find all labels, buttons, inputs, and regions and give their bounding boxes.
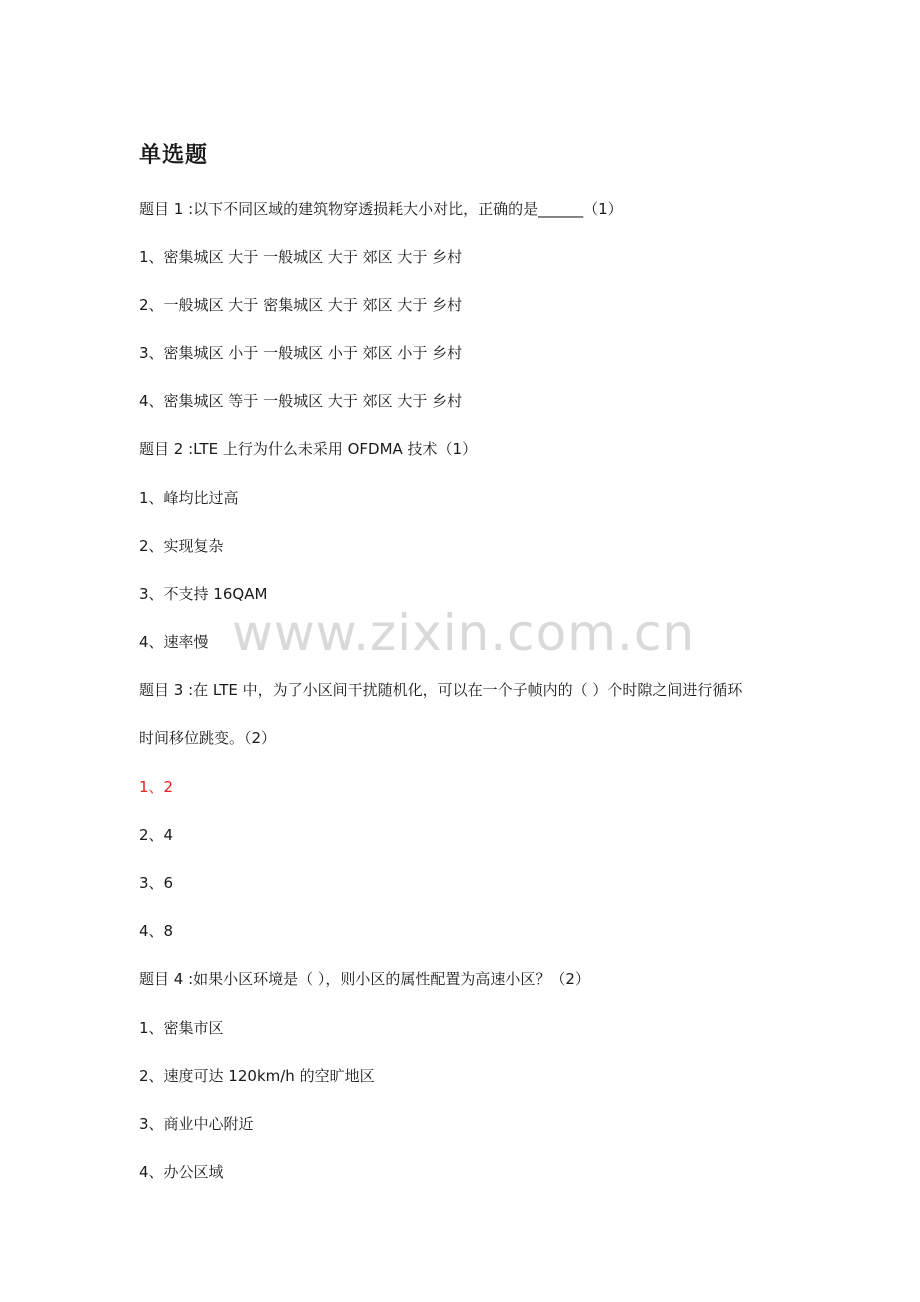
question-3-text: 题目 3 :在 LTE 中，为了小区间干扰随机化，可以在一个子帧内的（ ）个时隙之间进行循环 [139,681,743,699]
q3-option-3: 3、6 [139,874,174,892]
question-4-text: 题目 4 :如果小区环境是（ ），则小区的属性配置为高速小区？（2） [139,970,590,988]
section-heading: 单选题 [139,143,209,168]
q4-option-4: 4、办公区域 [139,1163,224,1181]
q1-option-2: 2、一般城区 大于 密集城区 大于 郊区 大于 乡村 [139,296,463,314]
question-2-text: 题目 2 :LTE 上行为什么未采用 OFDMA 技术（1） [139,440,478,458]
q4-option-3: 3、商业中心附近 [139,1115,254,1133]
q1-option-1: 1、密集城区 大于 一般城区 大于 郊区 大于 乡村 [139,248,463,266]
q2-option-2: 2、实现复杂 [139,537,224,555]
q3-option-4: 4、8 [139,922,174,940]
q2-option-3: 3、不支持 16QAM [139,585,268,603]
q3-option-2: 2、4 [139,826,174,844]
question-1-text: 题目 1 :以下不同区域的建筑物穿透损耗大小对比，正确的是______（1） [139,200,623,218]
q4-option-2: 2、速度可达 120km/h 的空旷地区 [139,1067,375,1085]
q4-option-1: 1、密集市区 [139,1019,224,1037]
q2-option-1: 1、峰均比过高 [139,489,239,507]
q1-option-3: 3、密集城区 小于 一般城区 小于 郊区 小于 乡村 [139,344,463,362]
q2-option-4: 4、速率慢 [139,633,209,651]
q1-option-4: 4、密集城区 等于 一般城区 大于 郊区 大于 乡村 [139,392,463,410]
question-3-text-cont: 时间移位跳变。（2） [139,729,277,747]
watermark: www.zixin.com.cn [232,604,696,662]
q3-option-1: 1、2 [139,778,174,796]
